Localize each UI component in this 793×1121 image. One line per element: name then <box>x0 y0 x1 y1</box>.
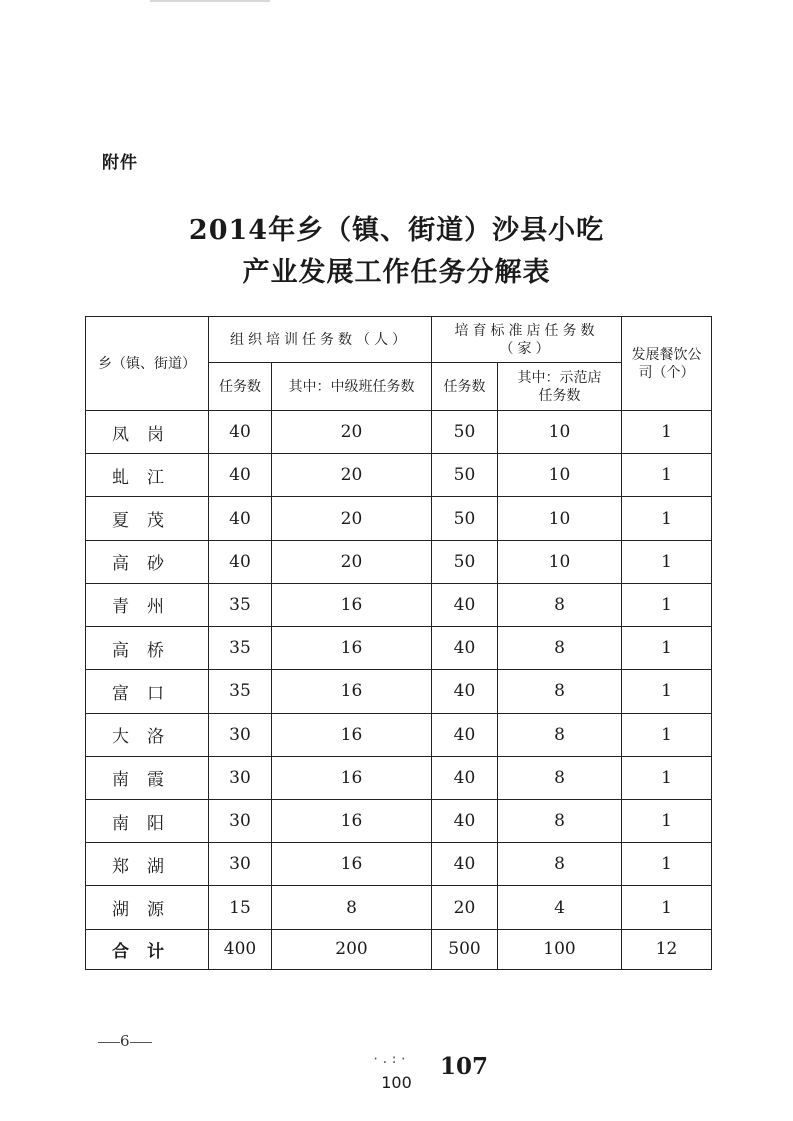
company-cell: 1 <box>622 497 712 540</box>
footer-dots: ·.:· <box>372 1052 409 1066</box>
company-cell: 1 <box>622 583 712 626</box>
town-cell: 南霞 <box>86 756 209 799</box>
standard-cell: 50 <box>432 454 498 497</box>
table-row <box>86 583 712 626</box>
company-cell: 1 <box>622 454 712 497</box>
training-cell: 35 <box>209 583 272 626</box>
mid-cell: 16 <box>272 843 432 886</box>
town-cell: 大洛 <box>86 713 209 756</box>
town-cell: 南阳 <box>86 799 209 842</box>
demo-cell: 10 <box>498 497 622 540</box>
company-cell: 1 <box>622 799 712 842</box>
footer-left-number: 6 <box>120 1032 130 1050</box>
top-rule <box>150 0 270 2</box>
demo-cell: 10 <box>498 540 622 583</box>
town-cell: 凤岗 <box>86 411 209 454</box>
company-cell: 1 <box>622 627 712 670</box>
standard-cell: 20 <box>432 886 498 929</box>
header-row-1 <box>86 317 712 363</box>
mid-cell: 16 <box>272 799 432 842</box>
town-cell: 虬江 <box>86 454 209 497</box>
demo-cell: 4 <box>498 886 622 929</box>
town-cell: 夏茂 <box>86 497 209 540</box>
training-cell: 40 <box>209 454 272 497</box>
standard-cell: 40 <box>432 799 498 842</box>
standard-cell: 50 <box>432 497 498 540</box>
mid-cell: 20 <box>272 497 432 540</box>
table-row <box>86 756 712 799</box>
training-cell: 35 <box>209 627 272 670</box>
company-cell: 1 <box>622 713 712 756</box>
training-cell: 40 <box>209 540 272 583</box>
training-cell: 30 <box>209 843 272 886</box>
training-cell: 40 <box>209 497 272 540</box>
company-cell: 1 <box>622 670 712 713</box>
total-standard-cell: 500 <box>432 929 498 969</box>
task-table <box>85 316 712 970</box>
standard-group-header: 培育标准店任务数（家） <box>432 317 622 363</box>
training-cell: 35 <box>209 670 272 713</box>
demo-cell: 8 <box>498 627 622 670</box>
company-cell: 1 <box>622 756 712 799</box>
table-row <box>86 713 712 756</box>
demo-cell: 10 <box>498 411 622 454</box>
town-cell: 高砂 <box>86 540 209 583</box>
training-cell: 40 <box>209 411 272 454</box>
standard-cell: 40 <box>432 583 498 626</box>
title-line-1: 2014年乡（镇、街道）沙县小吃 <box>188 215 605 246</box>
standard-cell: 40 <box>432 627 498 670</box>
table-row <box>86 799 712 842</box>
footer-page-number: 107 <box>440 1053 489 1080</box>
footer-dash-right <box>130 1042 152 1043</box>
table-row <box>86 497 712 540</box>
demo-cell: 10 <box>498 454 622 497</box>
table-row <box>86 670 712 713</box>
town-cell: 湖源 <box>86 886 209 929</box>
standard-cell: 50 <box>432 411 498 454</box>
company-cell: 1 <box>622 843 712 886</box>
demo-cell: 8 <box>498 843 622 886</box>
standard-cell: 40 <box>432 756 498 799</box>
sub-standard-total-header: 任务数 <box>432 363 498 411</box>
town-cell: 青州 <box>86 583 209 626</box>
standard-cell: 40 <box>432 670 498 713</box>
total-training-cell: 400 <box>209 929 272 969</box>
footer-dash-left <box>98 1042 120 1043</box>
col-town-header: 乡（镇、街道） <box>86 317 209 411</box>
sub-standard-demo-header: 其中：示范店任务数 <box>498 363 622 411</box>
standard-cell: 40 <box>432 713 498 756</box>
total-company-cell: 12 <box>622 929 712 969</box>
demo-cell: 8 <box>498 799 622 842</box>
training-cell: 30 <box>209 756 272 799</box>
mid-cell: 16 <box>272 713 432 756</box>
demo-cell: 8 <box>498 713 622 756</box>
mid-cell: 20 <box>272 540 432 583</box>
table-row <box>86 411 712 454</box>
footer-sub-number: 100 <box>381 1073 412 1092</box>
mid-cell: 20 <box>272 454 432 497</box>
table-row <box>86 454 712 497</box>
sub-training-total-header: 任务数 <box>209 363 272 411</box>
training-cell: 30 <box>209 713 272 756</box>
title-line-2: 产业发展工作任务分解表 <box>242 257 551 288</box>
col-company-header: 发展餐饮公司（个） <box>622 317 712 411</box>
training-cell: 15 <box>209 886 272 929</box>
company-cell: 1 <box>622 411 712 454</box>
table-row <box>86 843 712 886</box>
mid-cell: 16 <box>272 756 432 799</box>
training-cell: 30 <box>209 799 272 842</box>
mid-cell: 16 <box>272 583 432 626</box>
town-cell: 高桥 <box>86 627 209 670</box>
demo-cell: 8 <box>498 670 622 713</box>
mid-cell: 16 <box>272 627 432 670</box>
mid-cell: 16 <box>272 670 432 713</box>
company-cell: 1 <box>622 540 712 583</box>
total-mid-cell: 200 <box>272 929 432 969</box>
table-row <box>86 540 712 583</box>
mid-cell: 8 <box>272 886 432 929</box>
attachment-label: 附件 <box>102 153 138 173</box>
training-group-header: 组织培训任务数（人） <box>209 317 432 363</box>
company-cell: 1 <box>622 886 712 929</box>
standard-cell: 40 <box>432 843 498 886</box>
demo-cell: 8 <box>498 583 622 626</box>
sub-training-mid-header: 其中：中级班任务数 <box>272 363 432 411</box>
demo-cell: 8 <box>498 756 622 799</box>
footer-left-page <box>98 1032 152 1050</box>
total-demo-cell: 100 <box>498 929 622 969</box>
town-cell: 郑湖 <box>86 843 209 886</box>
mid-cell: 20 <box>272 411 432 454</box>
standard-cell: 50 <box>432 540 498 583</box>
town-cell: 富口 <box>86 670 209 713</box>
table-row <box>86 886 712 929</box>
total-town-cell: 合计 <box>86 929 209 969</box>
table-row <box>86 627 712 670</box>
total-row <box>86 929 712 969</box>
